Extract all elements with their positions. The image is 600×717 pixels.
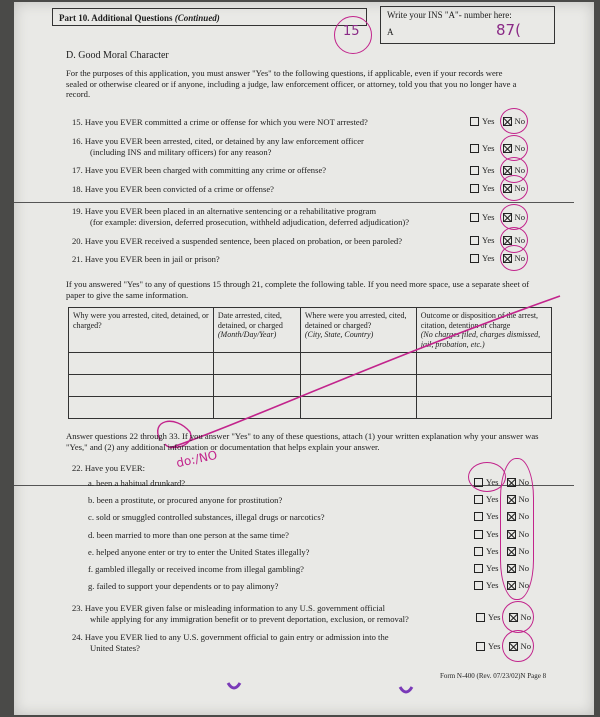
answer-22a: Yes No xyxy=(474,477,529,487)
question-22e: e. helped anyone enter or try to enter the United States illegally? xyxy=(88,547,310,557)
question-22-title: 22. Have you EVER: xyxy=(72,463,146,473)
question-18: 18. Have you EVER been convicted of a crime or offense? xyxy=(72,184,274,194)
yes-circle-22a xyxy=(468,462,506,492)
yes-checkbox[interactable] xyxy=(476,613,485,622)
yes-checkbox[interactable] xyxy=(474,512,483,521)
table-header-where: Where were you arrested, cited, detained or charged? (City, State, Country) xyxy=(300,308,416,353)
question-16-cont: (including INS and military officers) for any reason? xyxy=(90,147,272,157)
question-22g: g. failed to support your dependents or to pay alimony? xyxy=(88,581,279,591)
question-22c: c. sold or smuggled controlled substances, illegal drugs or narcotics? xyxy=(88,512,325,522)
answer-22b: Yes No xyxy=(474,494,529,504)
yes-checkbox[interactable] xyxy=(474,581,483,590)
anumber-handwritten: 87( xyxy=(496,21,521,39)
anumber-prefix: A xyxy=(387,27,394,37)
answer-22c: Yes No xyxy=(474,511,529,521)
hole-punch-left xyxy=(228,683,240,688)
answer-22d: Yes No xyxy=(474,529,529,539)
answer-17: Yes No xyxy=(470,165,525,175)
answer-22e: Yes No xyxy=(474,546,529,556)
answer-22f: Yes No xyxy=(474,563,529,573)
question-15: 15. Have you EVER committed a crime or offense for which you were NOT arrested? xyxy=(72,117,368,127)
strike-line xyxy=(170,296,560,448)
form-footer: Form N-400 (Rev. 07/23/02)N Page 8 xyxy=(440,672,547,680)
instructions-22: Answer questions 22 through 33. If you answer "Yes" to any of these questions, attach (1) your written explanation why your answer was "Yes," and (2) any additional information or documentation that helps explain your answer. xyxy=(66,431,539,452)
question-22a: a. been a habitual drunkard? xyxy=(88,478,186,488)
question-24-cont: United States? xyxy=(90,643,140,653)
answer-22g: Yes No xyxy=(474,580,529,590)
handwritten-note: do:/NO xyxy=(174,447,219,471)
question-20: 20. Have you EVER received a suspended sentence, been placed on probation, or been paroled? xyxy=(72,236,403,246)
part-title: Additional Questions xyxy=(91,13,173,23)
answer-18: Yes No xyxy=(470,183,525,193)
yes-checkbox[interactable] xyxy=(476,642,485,651)
question-19: 19. Have you EVER been placed in an alternative sentencing or a rehabilitative program xyxy=(72,206,377,216)
question-16: 16. Have you EVER been arrested, cited, or detained by any law enforcement officer xyxy=(72,136,364,146)
answer-19: Yes No xyxy=(470,212,525,222)
question-22f: f. gambled illegally or received income from illegal gambling? xyxy=(88,564,304,574)
question-19-cont: (for example: diversion, deferred prosecution, withheld adjudication, deferred adjudication)? xyxy=(90,217,410,227)
answer-16: Yes No xyxy=(470,143,525,153)
table-header-why: Why were you arrested, cited, detained, or charged? xyxy=(69,308,214,353)
question-24: 24. Have you EVER lied to any U.S. government official to gain entry or admission into the xyxy=(72,632,389,642)
table-header-outcome: Outcome or disposition of the arrest, citation, detention or charge (No charges filed, charges dismissed, jail, probation, etc.) xyxy=(416,308,551,353)
answer-20: Yes No xyxy=(470,235,525,245)
no-circle-23 xyxy=(502,601,534,633)
question-17: 17. Have you EVER been charged with committing any crime or offense? xyxy=(72,165,327,175)
answer-24: Yes No xyxy=(476,641,531,651)
section-title: D. Good Moral Character xyxy=(66,50,169,61)
intro-text: For the purposes of this application, you must answer "Yes" to the following questions, if applicable, even if your records were sealed or otherwise cleared or if anyone, including a judge, law enforcement officer, or attorney, told you that you no longer have a record. xyxy=(66,68,517,99)
hole-punch-right xyxy=(400,687,412,692)
answer-15: Yes No xyxy=(470,116,525,126)
question-23-cont: while applying for any immigration benefit or to prevent deportation, exclusion, or removal? xyxy=(90,614,409,624)
yes-checkbox[interactable] xyxy=(474,547,483,556)
table-intro: If you answered "Yes" to any of questions 15 through 21, complete the following table. If you need more space, use a separate sheet of paper to give the same information. xyxy=(66,279,530,300)
answer-23: Yes No xyxy=(476,612,531,622)
yes-checkbox[interactable] xyxy=(474,495,483,504)
part-note: (Continued) xyxy=(174,13,220,23)
question-22b: b. been a prostitute, or procured anyone for prostitution? xyxy=(88,495,283,505)
question-23: 23. Have you EVER given false or misleading information to any U.S. government official xyxy=(72,603,385,613)
question-22d: d. been married to more than one person at the same time? xyxy=(88,530,289,540)
table-header-date: Date arrested, cited, detained, or charged (Month/Day/Year) xyxy=(213,308,300,353)
no-circle-24 xyxy=(502,630,534,662)
yes-checkbox[interactable] xyxy=(474,564,483,573)
anumber-label: Write your INS "A"- number here: xyxy=(387,10,512,20)
question-21: 21. Have you EVER been in jail or prison? xyxy=(72,254,220,264)
page-mark: 15 xyxy=(343,24,360,39)
answer-21: Yes No xyxy=(470,253,525,263)
yes-checkbox[interactable] xyxy=(474,530,483,539)
part-label: Part 10. xyxy=(59,13,90,23)
